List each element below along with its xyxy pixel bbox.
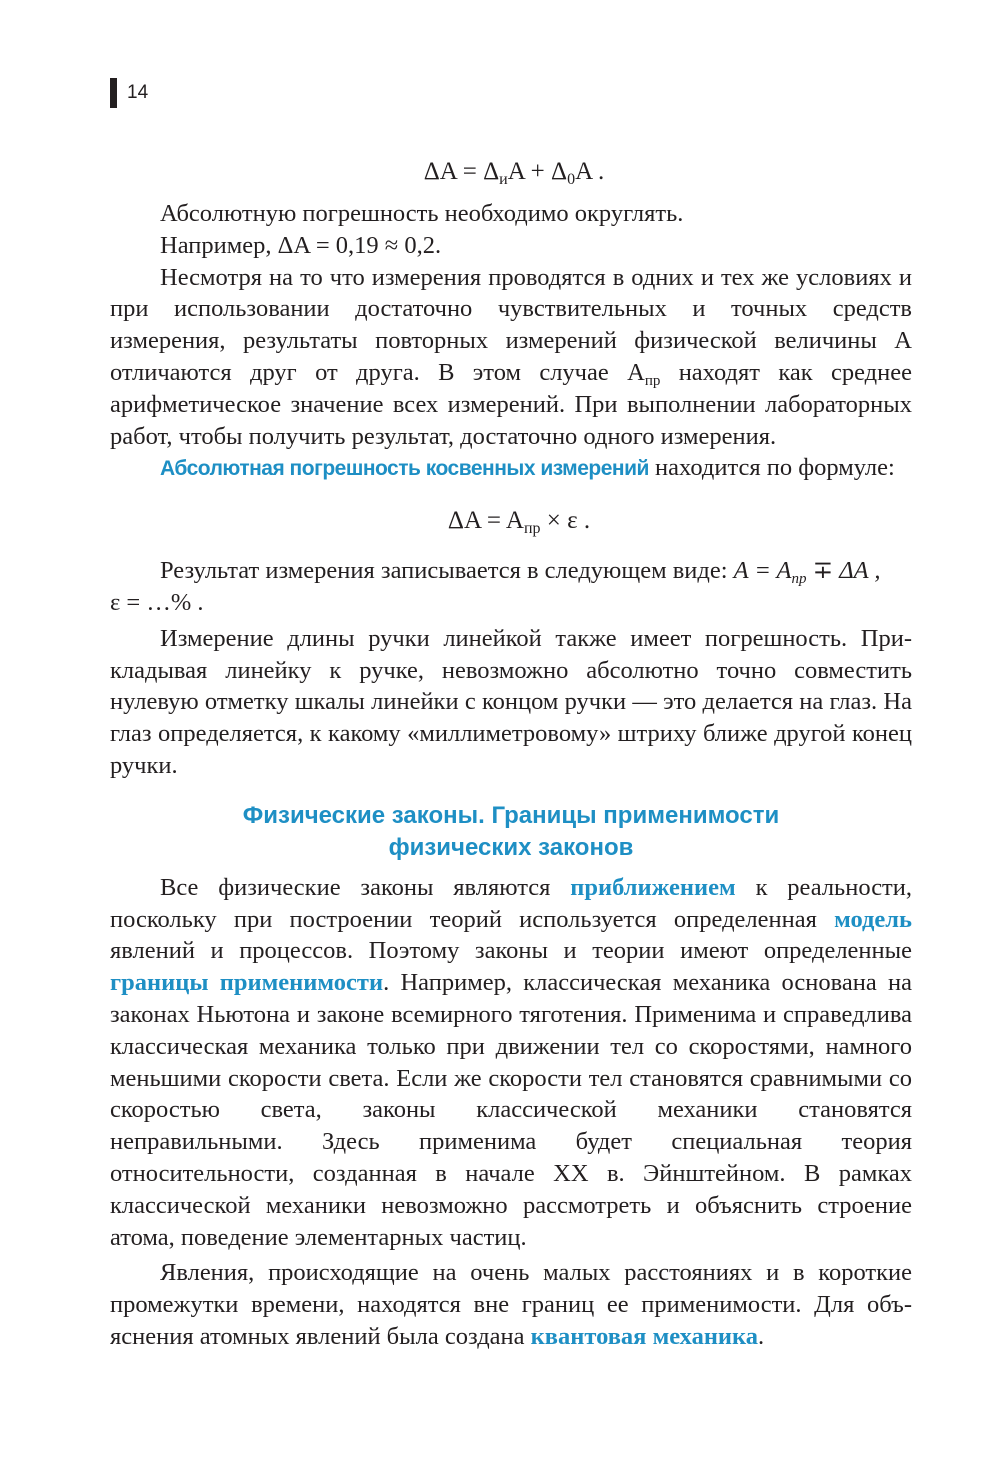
- paragraph-quantum: [110, 1257, 912, 1352]
- paragraph-result-form: [110, 555, 912, 587]
- text-run: Несмотря на то что измерения проводятся в одних и тех же условиях и при использовании достаточно чувствительных и точных средств измерения, результаты повторных измерений физической величины A отличаются друг от друга. В этом случае: [110, 263, 912, 386]
- text-run: Результат измерения записывается в следующем виде:: [160, 557, 734, 585]
- text-run: к реальности, поскольку при построении теорий используется определенная: [110, 873, 913, 933]
- formula-part: ΔA: [423, 158, 457, 185]
- formula-part: A = A: [733, 557, 792, 585]
- formula-subscript: пр: [791, 571, 807, 588]
- formula-subscript: пр: [523, 520, 541, 538]
- section-title-line2: физических законов: [388, 833, 634, 861]
- inline-formula: [627, 358, 661, 389]
- keyword-applicability-limits: границы применимости: [110, 969, 384, 997]
- formula-part: ∓ ΔA ,: [806, 557, 881, 585]
- paragraph-example: Например, ΔA = 0,19 ≈ 0,2.: [160, 231, 442, 259]
- paragraph-indirect-error: [110, 452, 912, 485]
- page-content: [110, 150, 912, 1353]
- formula-part: ΔA =: [447, 507, 506, 535]
- page-number: [110, 78, 148, 108]
- formula-indirect-error: [110, 499, 912, 543]
- formula-part: A .: [575, 158, 605, 185]
- term-indirect-error: Абсолютная погрешность косвенных измерений: [160, 457, 649, 481]
- keyword-approximation: приближением: [570, 873, 736, 901]
- formula-part: × ε .: [540, 507, 591, 535]
- text-run: Явления, происходящие на очень малых расстояниях и в короткие промежутки времени, находятся вне границ ее применимости. Для объяснения атомных явлений была создана: [110, 1259, 912, 1350]
- formula-part: A +: [507, 158, 552, 185]
- text-run: явлений и процессов. Поэтому законы и теории имеют определенные: [110, 937, 912, 965]
- keyword-model: модель: [834, 905, 912, 933]
- formula-subscript: и: [499, 171, 508, 188]
- formula-subscript: пр: [644, 372, 661, 389]
- inline-formula: [733, 557, 881, 588]
- formula-part: =: [456, 158, 484, 185]
- page-number-text: 14: [127, 82, 149, 103]
- formula-total-error: [110, 150, 912, 194]
- keyword-quantum-mechanics: квантовая механика: [530, 1322, 759, 1350]
- paragraph-ruler: Измерение длины ручки линейкой также имеет погрешность. Прикладывая линейку к ручке, невозможно абсолютно точно совместить нулевую отметку шкалы линейки с концом ручки — это делается на глаз. На глаз определяется, к какому «миллиметровому» штриху ближе другой конец ручки.: [110, 624, 912, 779]
- paragraph-repeated-measurements: [110, 262, 912, 453]
- formula-part: Δ: [483, 158, 500, 185]
- text-run: Все физические законы являются: [160, 873, 571, 901]
- section-title-line1: Физические законы. Границы применимости: [242, 801, 780, 829]
- text-run: находят как среднее арифметическое значение всех измерений. При выполнении лабораторных работ, чтобы получить результат, достаточно одного измерения.: [110, 358, 912, 450]
- paragraph-result-form-line2: ε = …% .: [110, 588, 204, 616]
- section-title: [110, 800, 912, 864]
- page-number-bar: [110, 78, 117, 108]
- formula-part: Δ: [551, 158, 568, 185]
- text-run: .: [758, 1322, 765, 1350]
- formula-part: A: [505, 507, 524, 535]
- formula-part: A: [627, 358, 645, 386]
- paragraph-physical-laws: [110, 872, 912, 1254]
- formula-subscript: 0: [567, 171, 576, 188]
- text-run: находится по формуле:: [648, 454, 895, 482]
- paragraph-rounding: Абсолютную погрешность необходимо округлять.: [160, 200, 684, 227]
- text-run: . Например, классическая механика основана на законах Ньютона и законе всемирного тяготения. Применима и справедлива классическая механика только при движении тел со скоростями, намного меньшими скорости света. Если же скорости тел становятся сравнимыми со скоростью света, законы классической механики становятся неправильными. Здесь применима будет специальная теория относительности, созданная в начале XX в. Эйнштейном. В рамках классической механики невозможно рассмотреть и объяснить строение атома, поведение элементарных частиц.: [110, 969, 912, 1251]
